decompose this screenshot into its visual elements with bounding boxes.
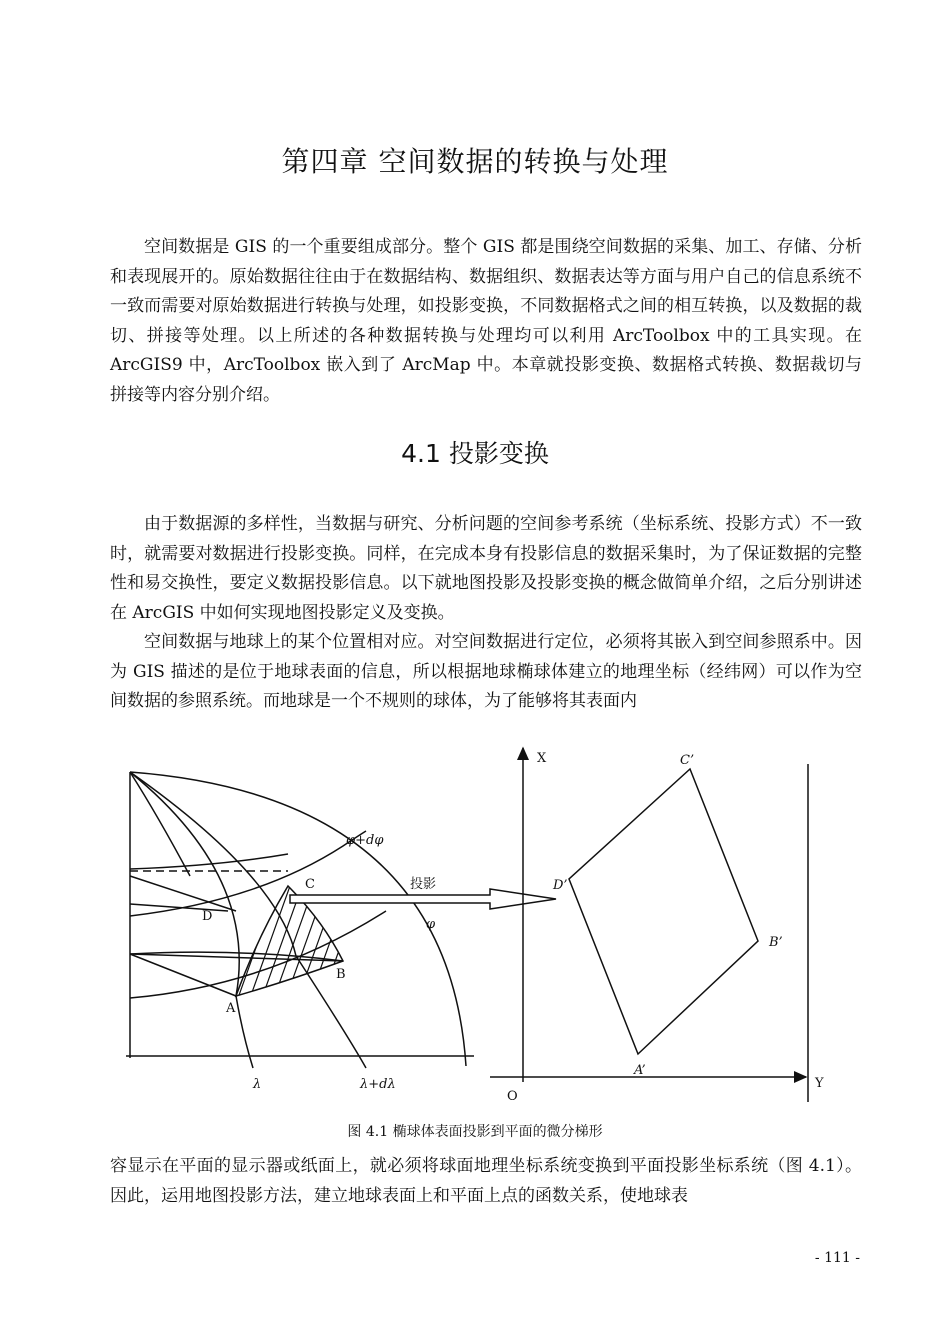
section-title: 4.1 投影变换 bbox=[401, 439, 549, 468]
label-A-prime: A’ bbox=[634, 1063, 646, 1078]
label-y-axis: Y bbox=[815, 1076, 824, 1091]
label-B-prime: B’ bbox=[769, 935, 783, 950]
label-A: A bbox=[226, 1001, 236, 1016]
section-paragraph-1: 由于数据源的多样性，当数据与研究、分析问题的空间参考系统（坐标系统、投影方式）不一致时，就需要对数据进行投影变换。同样，在完成本身有投影信息的数据采集时，为了保证数据的完整性和易交换性，要定义数据投影信息。以下就地图投影及投影变换的概念做简单介绍，之后分别讲述在 ArcGIS 中如何实现地图投影定义及变换。 bbox=[110, 514, 862, 623]
plane-diagram bbox=[490, 748, 808, 1102]
projection-arrow bbox=[290, 889, 556, 909]
figure-caption: 图 4.1 椭球体表面投影到平面的微分梯形 bbox=[347, 1124, 603, 1140]
label-B: B bbox=[336, 967, 346, 982]
label-C-prime: C’ bbox=[680, 753, 695, 768]
label-projection: 投影 bbox=[410, 877, 437, 892]
line-a-left bbox=[130, 954, 236, 996]
meridian-lambda-plus bbox=[130, 772, 366, 1068]
parallel-phi bbox=[130, 911, 386, 998]
projected-quadrilateral bbox=[569, 769, 758, 1054]
label-lambda: λ bbox=[253, 1077, 262, 1092]
page-number: - 111 - bbox=[814, 1250, 860, 1266]
projection-figure bbox=[118, 736, 828, 1106]
ellipsoid-diagram bbox=[126, 772, 474, 1068]
outer-boundary-arc bbox=[130, 772, 466, 1066]
section-paragraph-2: 空间数据与地球上的某个位置相对应。对空间数据进行定位，必须将其嵌入到空间参照系中。因为 GIS 描述的是位于地球表面的信息，所以根据地球椭球体建立的地理坐标（经纬网）可以作为空间数据的参照系统。而地球是一个不规则的球体，为了能够将其表面内 bbox=[110, 632, 862, 711]
intro-paragraph: 空间数据是 GIS 的一个重要组成部分。整个 GIS 都是围绕空间数据的采集、加工、存储、分析和表现展开的。原始数据往往由于在数据结构、数据组织、数据表达等方面与用户自己的信息系统不一致而需要对原始数据进行转换与处理，如投影变换，不同数据格式之间的相互转换，以及数据的裁切、拼接等处理。以上所述的各种数据转换与处理均可以利用 ArcToolbox 中的工具实现。在 ArcGIS9 中，ArcToolbox 嵌入到了 ArcMap 中。本章就投影变换、数据格式转换、数据裁切与拼接等内容分别介绍。 bbox=[110, 237, 862, 405]
label-origin: O bbox=[507, 1089, 518, 1104]
label-x-axis: X bbox=[537, 751, 547, 766]
upper-parallel bbox=[130, 854, 288, 869]
continuation-paragraph: 容显示在平面的显示器或纸面上，就必须将球面地理坐标系统变换到平面投影坐标系统（图 4.1）。因此，运用地图投影方法，建立地球表面上和平面上点的函数关系，使地球表 bbox=[110, 1156, 862, 1206]
label-lambda-plus-dlambda: λ+dλ bbox=[360, 1077, 396, 1092]
label-D-prime: D’ bbox=[553, 878, 568, 893]
chapter-title: 第四章 空间数据的转换与处理 bbox=[281, 145, 669, 178]
label-C: C bbox=[305, 877, 315, 892]
label-D: D bbox=[202, 909, 213, 924]
meridian-lambda bbox=[130, 772, 253, 1068]
label-phi: φ bbox=[426, 917, 436, 932]
inner-meridian bbox=[130, 772, 190, 876]
label-phi-plus-dphi: φ+dφ bbox=[346, 833, 384, 848]
line-d-horizontal bbox=[130, 904, 228, 911]
